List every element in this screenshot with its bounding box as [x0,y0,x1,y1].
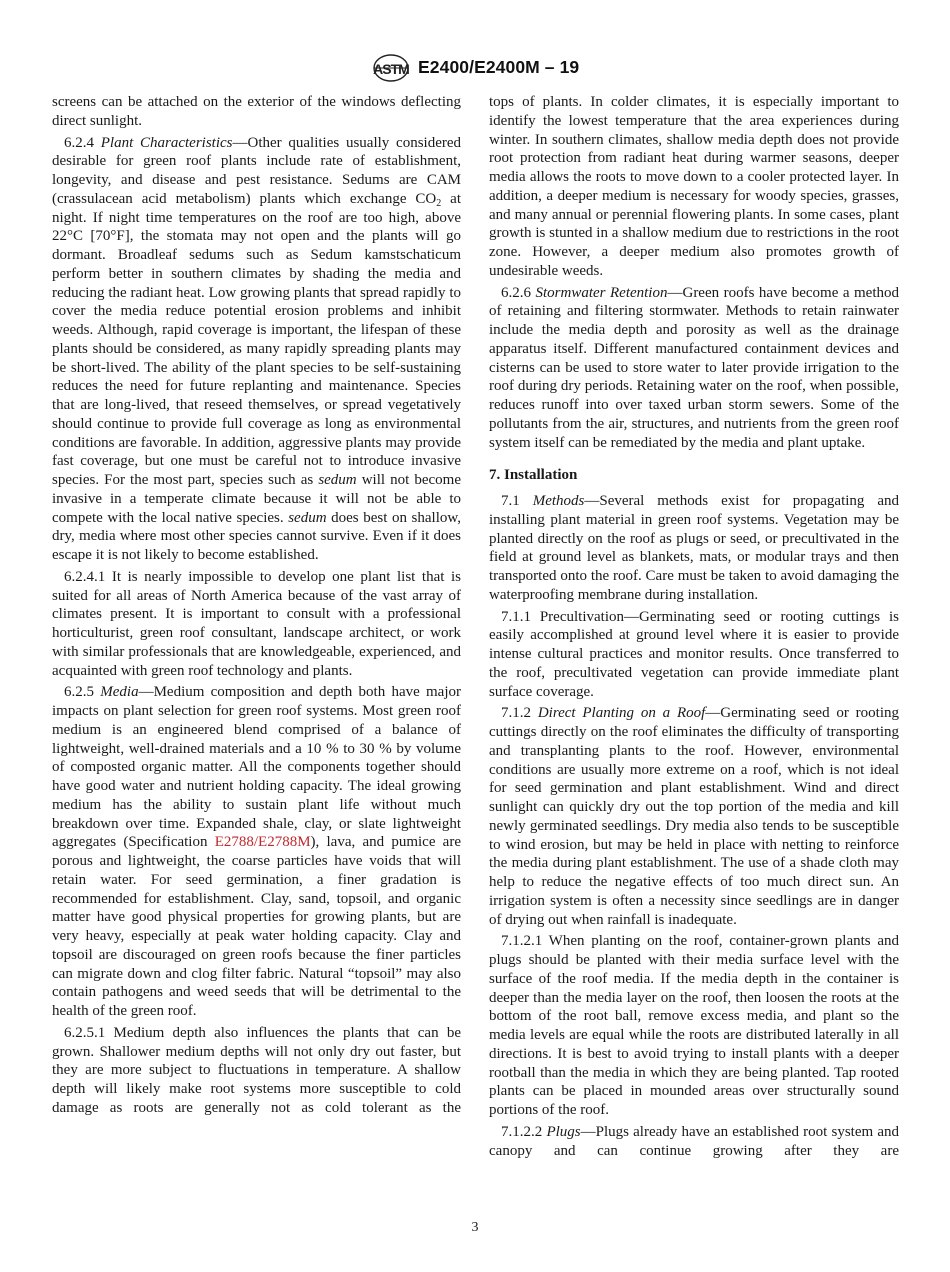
text-run: —Germinating seed or rooting cuttings directly on the roof eliminates the difficulty of transporting and transplanting plants to the roof. However, environmental conditions are usually more extreme on a roof, which is not ideal for seed germination and plant establishment. Wind and direct sunlight can quickly dry out the top portion of the media and kill newly germinated seedlings. Dry media also tends to be susceptible to wind erosion, but may be held in place with netting to reinforce the media during plant establishment. The use of a shade cloth may help to reduce the negative effects of too much direct sun. An irrigation system is often a necessity since seedlings are in danger of drying out when rainfall is inadequate. [489,705,900,928]
text-run: ), lava, and pumice are porous and lightweight, the coarse particles have voids that will retain water. For seed germination, a finer gradation is recommended for establishment. Clay, sand, topsoil, and organic matter have good physical properties for growing plants, but are very heavy, especially at peak water holding capacity. Clay and topsoil are discouraged on green roofs because the finer particles can migrate down and clog filter fabric. Natural “topsoil” may also contain pathogens and weed seeds that will be detrimental to the health of the green roof. [52,834,461,1019]
italic-term: sedum [318,472,357,488]
text-run: at night. If night time temperatures on the roof are too high, above 22°C [70°F], the stomata may not open and the plants will go dormant. Broadleaf sedums such as Sedum kamstschaticum perform better in southern climates by shading the media and reducing the radiant heat. Low growing plants that spread rapidly to cover the media reduce potential erosion problems and inhibit weeds. Although, rapid coverage is important, the lifespan of these plants should be considered, as many rapidly spreading plants may be short-lived. The ability of the plant species to be self-sustaining reduces the need for future replanting and maintenance. Species that are long-lived, that reseed themselves, or spread vegetatively should continue to provide full coverage as long as environmental conditions are favorable. In addition, aggressive plants may provide fast coverage, but one must be careful not to introduce invasive species. For the most part, species such as [52,190,461,488]
italic-term: Plant Characteristics [100,134,233,151]
right-column [489,93,899,1163]
document-designation: E2400/E2400M – 19 [418,57,580,77]
text-run: —Other qualities usually considered desirable for green roof plants include rate of establishment, longevity, and disease and pest resistance. Sedums are CAM (crassulacean acid metabolism) plants which exchange CO [52,134,462,207]
paragraph [489,704,899,929]
text-run: 6.2.5 [64,684,101,701]
svg-text:ASTM: ASTM [373,61,409,77]
italic-term: Direct Planting on a Roof [537,705,706,722]
italic-term: sedum [288,509,327,526]
italic-term: Media [100,684,139,701]
text-run: —Medium composition and depth both have major impacts on plant selection for green roof systems. Most green roof medium is an engineered blend comprised of a balance of lightweight, well-drained materials and a 10 % to 30 % by volume of composted organic matter. All the components together should have good water and nutrient holding capacity. The ideal growing medium has the ability to sustain plant life without much breakdown over time. Expanded shale, clay, or slate lightweight aggregates (Specification [52,684,462,851]
paragraph [52,683,461,1021]
text-run: will not become invasive in a temperate climate because it will not be able to compete with the local native species. [52,472,461,526]
subscript: 2 [436,197,442,209]
specification-link[interactable]: E2788/E2788M [214,834,311,851]
page-header [0,52,950,86]
paragraph [489,1123,899,1161]
left-column [52,93,461,1121]
paragraph [52,568,461,681]
italic-term: Plugs [546,1123,581,1140]
italic-term: Stormwater Retention [535,284,668,301]
text-run: 6.2.4.1 It is nearly impossible to develop one plant list that is suited for all areas of North America because of the vast array of climates present. It is important to consult with a professional horticulturist, green roof consultant, landscape architect, or work with similar professionals that are knowledgeable, experienced, and acquainted with green roof technology and plants. [52,568,461,679]
text-run: 7.1.2 [501,705,538,722]
paragraph [489,932,899,1120]
paragraph [489,492,899,605]
section-heading: 7. Installation [489,467,578,484]
text-run: 6.2.5.1 Medium depth also influences the plants that can be grown. Shallower medium depths will not only dry out faster, but they are more subject to fluctuations in temperature. A shallow depth will likely make root systems more susceptible to cold damage as roots are generally not as cold tolerant as the [52,1024,461,1116]
text-run: 7.1.2.1 When planting on the roof, container-grown plants and plugs should be planted with their media surface level with the surface of the roof media. If the media depth in the container is deeper than the media layer on the roof, then loosen the roots at the bottom of the root ball, remove excess media, and plant so the media levels are equal while the roots are distributed laterally in all directions. It is best to avoid trying to install plants with a deeper rootball than the media in which they are being planted. Tap rooted plants can be placed in mounded areas over structurally sound portions of the roof. [489,933,899,1118]
text-run: screens can be attached on the exterior of the windows deflecting direct sunlight. [52,94,461,129]
text-run: 6.2.4 [64,134,101,151]
italic-term: Methods [532,493,585,509]
text-run: 7.1.1 Precultivation—Germinating seed or rooting cuttings is easily accomplished at ground level where it is easier to provide intense cultural practices and monitor results. Once transferred to the roof, precultivated vegetation can provide immediate plant surface coverage. [489,608,899,700]
text-run: 6.2.6 [501,284,536,301]
paragraph [52,134,461,565]
astm-logo-icon [371,53,411,83]
paragraph [52,93,461,131]
paragraph [52,1024,461,1118]
text-run: —Several methods exist for propagating and installing plant material in green roof systems. Vegetation may be planted directly on the roof as plugs or seed, or precultivated in the field at ground level as blankets, mats, or modular trays and then transported onto the roof. Care must be taken to avoid damaging the waterproofing membrane during installation. [489,493,900,603]
text-run: tops of plants. In colder climates, it is especially important to identify the lowest temperature that the area experiences during winter. In southern climates, shallow media depth does not provide root protection from radiant heat during warmer seasons, deeper media allows the roots to move down to a cooler protected layer. In addition, a deeper medium is necessary for woody species, grasses, and many annual or perennial flowering plants. In some cases, plant growth is stunted in a shallow medium due to restrictions in the root zone. However, a deeper medium also promotes growth of undesirable weeds. [489,94,899,279]
text-run: —Green roofs have become a method of retaining and filtering stormwater. Methods to retain rainwater include the media depth and porosity as well as the drainage apparatus itself. Different manufactured containment devices and cisterns can be used to store water to later provide irrigation to the roof during dry periods. Retaining water on the roof, when possible, reduces runoff into over taxed urban storm sewers. Some of the pollutants from the air, structures, and nutrients from the green roof system itself can be remediated by the media and plant uptake. [489,284,900,451]
paragraph [489,284,899,453]
text-run: 7.1 [501,493,533,509]
text-run: —Plugs already have an established root system and canopy and can continue growing after they are [489,1123,899,1159]
text-run: does best on shallow, dry, media where most other species cannot survive. Even if it does escape it is not likely to become established. [52,509,461,563]
page-number: 3 [471,1220,479,1235]
paragraph [489,608,899,702]
paragraph [489,93,899,281]
text-run: 7.1.2.2 [501,1123,547,1140]
